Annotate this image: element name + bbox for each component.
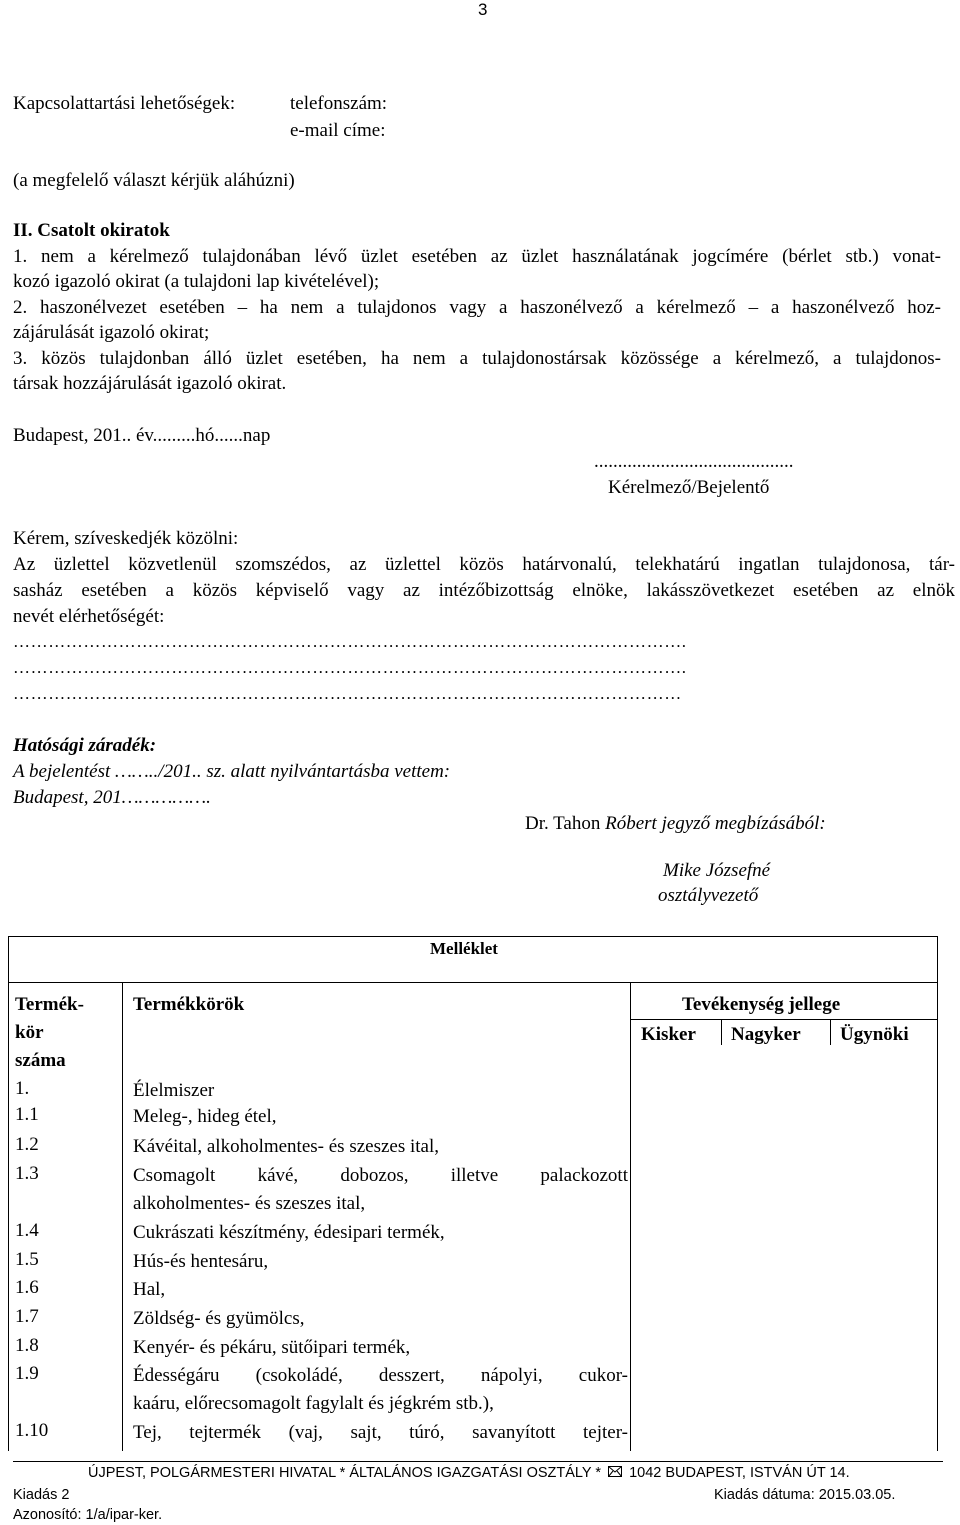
contact-label: Kapcsolattartási lehetőségek: — [13, 93, 236, 114]
neighbors-line-2: sasház esetében a közös képviselő vagy az intézőbizottság elnöke, lakásszövetkezet esetében az elnök — [13, 580, 955, 601]
underline-note: (a megfelelő választ kérjük aláhúzni) — [13, 170, 295, 191]
attachment-item-3-line-1: 3. közös tulajdonban álló üzlet esetében, ha nem a tulajdonostársak közössége a kérelmező, a tulajdonos- — [13, 348, 941, 369]
date-line: Budapest, 201.. év.........hó......nap — [13, 425, 271, 446]
col-header-wholesale: Nagyker — [731, 1024, 801, 1045]
row-number: 1.8 — [15, 1335, 39, 1356]
authority-heading: Hatósági záradék: — [13, 735, 157, 756]
annex-title: Melléklet — [430, 939, 498, 958]
col-header-number-3: száma — [15, 1050, 66, 1071]
col-header-agent: Ügynöki — [840, 1024, 909, 1045]
annex-table — [8, 936, 938, 1451]
col-header-number-2: kör — [15, 1022, 44, 1043]
row-number: 1.9 — [15, 1363, 39, 1384]
footer-office: ÚJPEST, POLGÁRMESTERI HIVATAL * ÁLTALÁNOS IGAZGATÁSI OSZTÁLY * — [88, 1465, 601, 1481]
row-product-group: Cukrászati készítmény, édesipari termék, — [133, 1222, 445, 1243]
col-header-number-1: Termék- — [15, 994, 84, 1015]
neighbors-line-3: nevét elérhetőségét: — [13, 606, 165, 627]
row-product-group: Tej, tejtermék (vaj, sajt, túró, savanyított tejter- — [133, 1422, 628, 1443]
attachment-item-1-line-2: kozó igazoló okirat (a tulajdoni lap kivételével); — [13, 271, 380, 292]
row-product-group-continued: alkoholmentes- és szeszes ital, — [133, 1193, 366, 1214]
footer-edition-date: Kiadás dátuma: 2015.03.05. — [714, 1487, 896, 1503]
footer-address — [88, 1465, 850, 1481]
row-product-group: Meleg-, hideg étel, — [133, 1106, 277, 1127]
signer-suffix: Róbert jegyző megbízásából: — [605, 813, 826, 834]
row-number: 1.4 — [15, 1220, 39, 1241]
email-label: e-mail címe: — [290, 120, 386, 141]
col-header-product-groups: Termékkörök — [133, 994, 245, 1015]
row-product-group: Kenyér- és pékáru, sütőipari termék, — [133, 1337, 411, 1358]
authority-registration-line: A bejelentést ……../201.. sz. alatt nyilvántartásba vettem: — [13, 761, 451, 782]
row-product-group: Zöldség- és gyümölcs, — [133, 1308, 305, 1329]
row-number: 1.1 — [15, 1104, 39, 1125]
row-product-group: Élelmiszer — [133, 1080, 215, 1101]
page-number: 3 — [478, 0, 488, 19]
signature-dots: .......................................... — [594, 451, 794, 472]
neighbors-line-1: Az üzlettel közvetlenül szomszédos, az üzlettel közös határvonalú, telekhatárú ingatlan tulajdonosa, tár- — [13, 554, 955, 575]
row-product-group: Csomagolt kávé, dobozos, illetve palackozott — [133, 1165, 628, 1186]
row-number: 1.3 — [15, 1163, 39, 1184]
envelope-icon — [608, 1465, 622, 1481]
row-number: 1.5 — [15, 1249, 39, 1270]
row-number: 1.7 — [15, 1306, 39, 1327]
signature-label: Kérelmező/Bejelentő — [608, 477, 770, 498]
phone-label: telefonszám: — [290, 93, 388, 114]
row-product-group: Édességáru (csokoládé, desszert, nápolyi, cukor- — [133, 1365, 628, 1386]
authority-signer — [525, 813, 826, 835]
signer-prefix: Dr. Tahon — [525, 813, 601, 834]
attachments-heading: II. Csatolt okiratok — [13, 220, 170, 241]
authority-date-line: Budapest, 201……………. — [13, 787, 211, 808]
footer-identifier: Azonosító: 1/a/ipar-ker. — [13, 1507, 163, 1523]
neighbors-heading: Kérem, szíveskedjék közölni: — [13, 528, 239, 549]
col-header-activity: Tevékenység jellege — [682, 994, 841, 1015]
attachment-item-3-line-2: társak hozzájárulását igazoló okirat. — [13, 373, 287, 394]
fill-in-line-1: ……………………………………………………………………………………………………. — [13, 632, 687, 651]
official-title: osztályvezető — [658, 885, 759, 906]
attachment-item-2-line-1: 2. haszonélvezet esetében – ha nem a tulajdonos vagy a haszonélvező a kérelmező – a haszonélvező hoz- — [13, 297, 941, 318]
footer-edition: Kiadás 2 — [13, 1487, 70, 1503]
row-number: 1.2 — [15, 1134, 39, 1155]
row-number: 1.10 — [15, 1420, 49, 1441]
footer-street: 1042 BUDAPEST, ISTVÁN ÚT 14. — [629, 1465, 850, 1481]
fill-in-line-3: …………………………………………………………………………………………………… — [13, 684, 682, 703]
attachment-item-1-line-1: 1. nem a kérelmező tulajdonában lévő üzlet esetében az üzlet használatának jogcímére (bérlet stb.) vonat- — [13, 246, 941, 267]
fill-in-line-2: ……………………………………………………………………………………………………. — [13, 658, 687, 677]
col-header-retail: Kisker — [641, 1024, 696, 1045]
attachment-item-2-line-2: zájárulását igazoló okirat; — [13, 322, 210, 343]
row-product-group: Kávéital, alkoholmentes- és szeszes ital, — [133, 1136, 440, 1157]
row-product-group-continued: kaáru, előrecsomagolt fagylalt és jégkrém stb.), — [133, 1393, 494, 1414]
row-number: 1. — [15, 1078, 30, 1099]
row-number: 1.6 — [15, 1277, 39, 1298]
official-name: Mike Józsefné — [663, 860, 771, 881]
row-product-group: Hús-és hentesáru, — [133, 1251, 269, 1272]
row-product-group: Hal, — [133, 1279, 166, 1300]
